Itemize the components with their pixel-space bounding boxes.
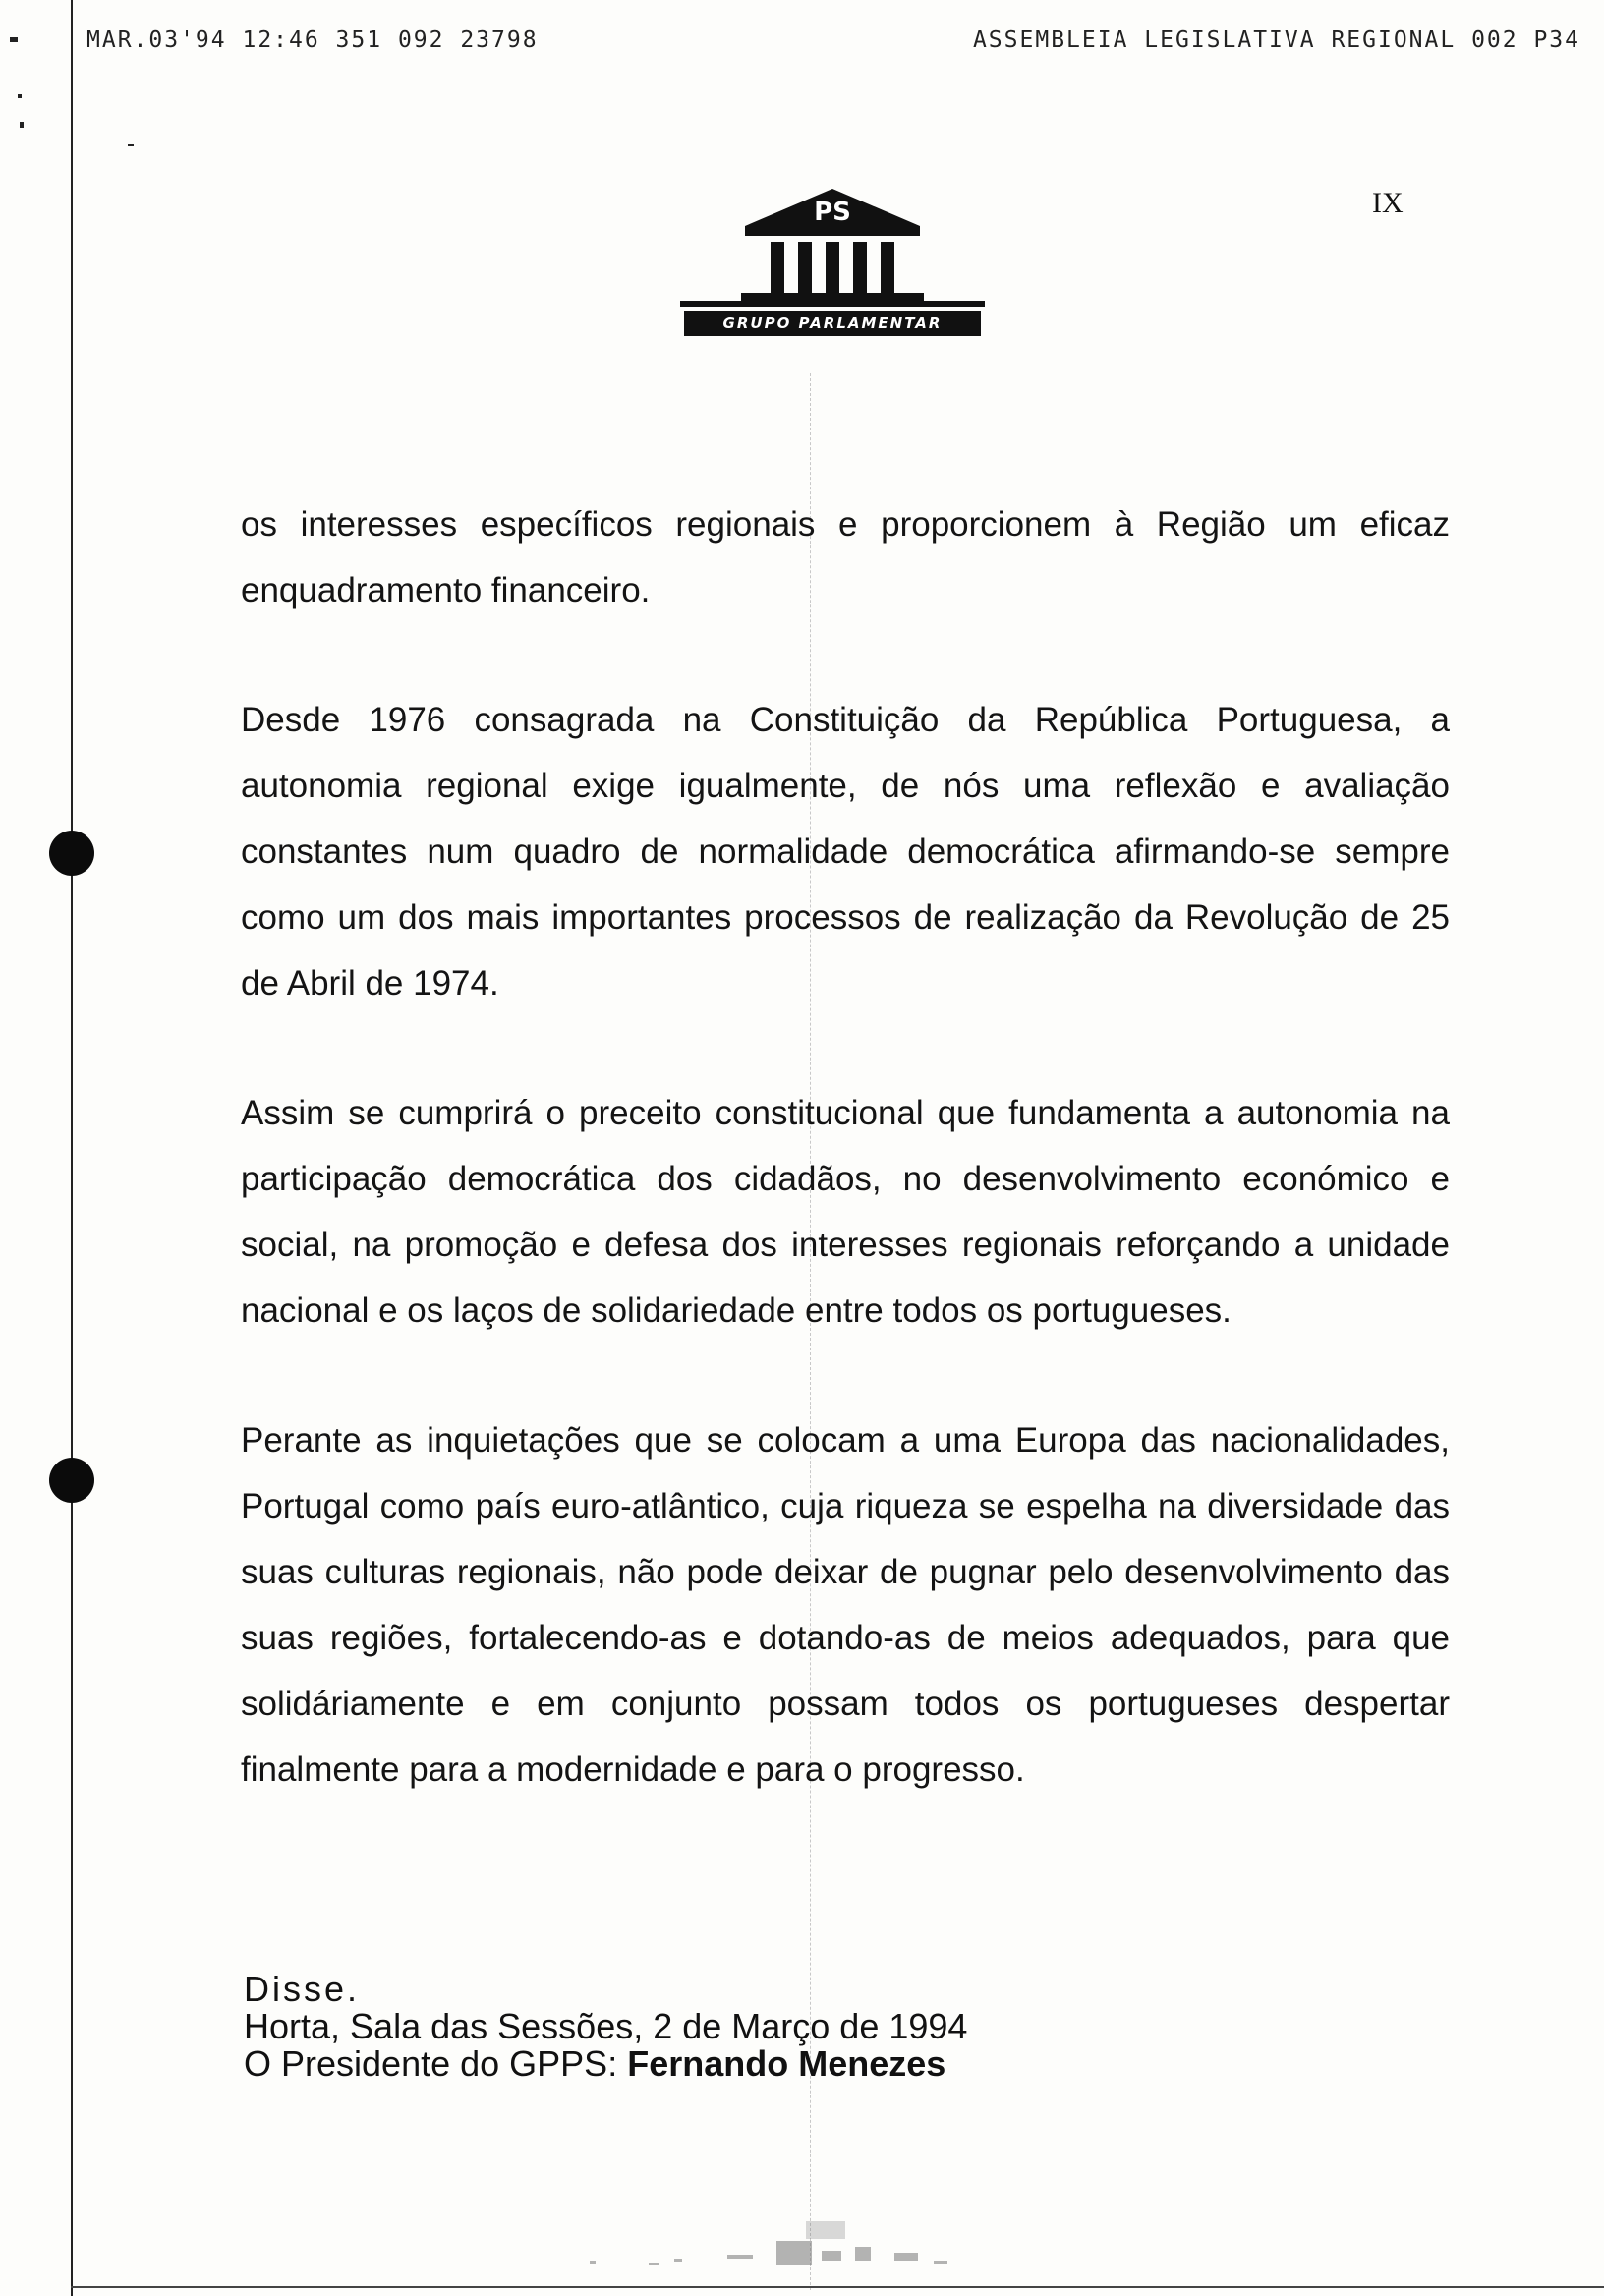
paragraph: Perante as inquietações que se colocam a uma Europa das nacionalidades, Portugal como país euro-atlântico, cuja riqueza se espelha na diversidade das suas culturas regionais, não pode deixar de pugnar pelo desenvolvimento das suas regiões, fortalecendo-as e dotando-as de meios adequados, para que solidáriamente e em conjunto possam todos os portugueses despertar finalmente para a modernidade e para o progresso. bbox=[241, 1421, 1450, 1789]
closing-said: Disse. bbox=[244, 1969, 361, 2009]
edge-mark bbox=[10, 37, 18, 42]
speech-body bbox=[241, 491, 1450, 1866]
punch-hole bbox=[49, 831, 94, 876]
paragraph: Desde 1976 consagrada na Constituição da República Portuguesa, a autonomia regional exige igualmente, de nós uma reflexão e avaliação constantes num quadro de normalidade democrática afirmando-se sempre como um dos mais importantes processos de realização da Revolução de 25 de Abril de 1974. bbox=[241, 701, 1450, 1003]
fax-transmission-info: MAR.03'94 12:46 351 092 23798 bbox=[86, 28, 539, 53]
edge-mark bbox=[128, 144, 134, 146]
place-and-date: Horta, Sala das Sessões, 2 de Março de 1994 bbox=[244, 2006, 968, 2046]
ps-initials: PS bbox=[814, 198, 851, 227]
left-binding-rule bbox=[71, 0, 73, 2296]
edge-mark bbox=[20, 122, 24, 128]
fax-sender-info: ASSEMBLEIA LEGISLATIVA REGIONAL 002 P34 bbox=[972, 28, 1580, 53]
president-line bbox=[244, 2045, 1227, 2083]
president-name: Fernando Menezes bbox=[627, 2043, 946, 2084]
president-label: O Presidente do GPPS: bbox=[244, 2043, 618, 2084]
fax-noise bbox=[580, 2192, 1032, 2280]
logo-caption: GRUPO PARLAMENTAR bbox=[684, 311, 981, 336]
ps-parliamentary-group-logo bbox=[676, 179, 989, 342]
page-number: IX bbox=[1372, 187, 1404, 219]
bottom-rule bbox=[71, 2286, 1604, 2288]
fax-header bbox=[86, 28, 1580, 61]
paragraph: Assim se cumprirá o preceito constitucional que fundamenta a autonomia na participação democrática dos cidadãos, no desenvolvimento económico e social, na promoção e defesa dos interesses regionais reforçando a unidade nacional e os laços de solidariedade entre todos os portugueses. bbox=[241, 1094, 1450, 1330]
closing-block bbox=[244, 1971, 1227, 2083]
punch-hole bbox=[49, 1458, 94, 1503]
parliament-building-icon bbox=[676, 179, 989, 311]
paragraph: os interesses específicos regionais e proporcionem à Região um eficaz enquadramento financeiro. bbox=[241, 505, 1450, 609]
edge-mark bbox=[18, 94, 22, 98]
